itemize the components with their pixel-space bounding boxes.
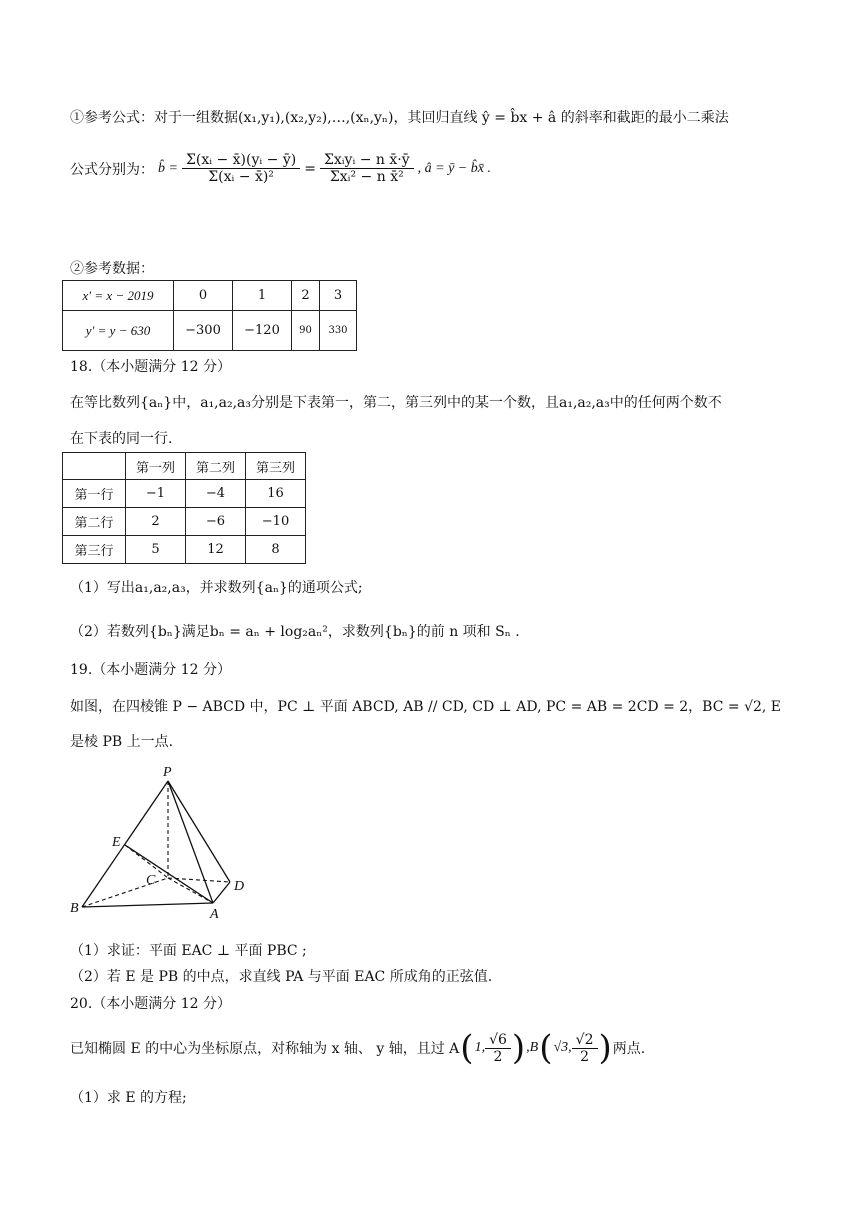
table-row	[63, 281, 357, 311]
pyramid-figure	[60, 762, 260, 922]
q19-part-2: （2）若 E 是 PB 的中点，求直线 PA 与平面 EAC 所成角的正弦值.	[70, 969, 493, 985]
table-cell: 第三列	[246, 453, 306, 480]
table-cell: 第二列	[186, 453, 246, 480]
q20-title: 20.（本小题满分 12 分）	[70, 996, 231, 1012]
table-cell: 第三行	[63, 536, 126, 564]
a-hat-formula: , â = ȳ − b̂x̄ .	[417, 160, 491, 176]
b-hat-symbol: b̂ =	[158, 160, 178, 176]
label-d: D	[234, 879, 245, 894]
table-row	[63, 311, 357, 351]
label-p: P	[163, 765, 172, 780]
table-cell	[63, 453, 126, 480]
table-cell: 第一行	[63, 480, 126, 508]
table-cell: 12	[186, 536, 246, 564]
table-header-row	[63, 453, 306, 480]
table-row	[63, 508, 306, 536]
q18-part-2: （2）若数列{bₙ}满足bₙ = aₙ + log₂aₙ²，求数列{bₙ}的前 n 项和 Sₙ .	[70, 624, 520, 640]
regression-formula	[70, 152, 491, 185]
q18-text-1: 在等比数列{aₙ}中，a₁,a₂,a₃分别是下表第一，第二，第三列中的某一个数，且a₁,a₂,a₃中的任何两个数不	[70, 395, 722, 411]
formula-prefix: 公式分别为：	[70, 161, 154, 178]
label-b: B	[70, 901, 79, 916]
label-c: C	[146, 873, 156, 888]
table-cell: x′ = x − 2019	[63, 281, 174, 311]
point-b-y	[572, 1032, 598, 1065]
edge-ad	[213, 882, 230, 903]
fraction-2-denominator: Σxᵢ² − n x̄²	[329, 169, 404, 185]
table-cell: −4	[186, 480, 246, 508]
q19-text-1: 如图，在四棱锥 P − ABCD 中，PC ⊥ 平面 ABCD, AB // CD, CD ⊥ AD, PC = AB = 2CD = 2，BC = √2, E	[70, 699, 782, 715]
table-cell: −1	[126, 480, 186, 508]
point-a-y-num: √6	[485, 1032, 511, 1049]
table-row	[63, 536, 306, 564]
point-a-y	[485, 1032, 511, 1065]
q18-part-1: （1）写出a₁,a₂,a₃，并求数列{aₙ}的通项公式;	[70, 580, 363, 596]
q19-text-2: 是棱 PB 上一点.	[70, 734, 174, 750]
table-cell: −6	[186, 508, 246, 536]
q20-text: 已知椭圆 E 的中心为坐标原点，对称轴为 x 轴、 y 轴，且过 A ( 1, $\frac{√6}{2}$ ) ,B ( √3, $\frac{√2}{2}$ ) 两点.	[70, 1028, 646, 1068]
fraction-1-denominator: Σ(xᵢ − x̄)²	[208, 169, 274, 185]
q20-text-b: ,B	[526, 1040, 539, 1055]
q20-text-c: 两点.	[612, 1041, 646, 1057]
segment-ea	[125, 845, 213, 903]
label-e: E	[112, 835, 121, 850]
edge-pa	[168, 781, 213, 903]
point-b-x: √3,	[553, 1040, 572, 1055]
ref-formula-intro: ①参考公式：对于一组数据(x₁,y₁),(x₂,y₂),…,(xₙ,yₙ)，其回归直线 ŷ = b̂x + â 的斜率和截距的最小二乘法	[70, 110, 729, 126]
q19-title: 19.（本小题满分 12 分）	[70, 662, 231, 678]
q19-part-1: （1）求证：平面 EAC ⊥ 平面 PBC ;	[70, 943, 307, 959]
point-a-x: 1,	[474, 1040, 486, 1055]
table-cell: 3	[320, 281, 357, 311]
table-cell: 0	[174, 281, 233, 311]
table-cell: 第二行	[63, 508, 126, 536]
fraction-2-numerator: Σxᵢyᵢ − n x̄·ȳ	[320, 152, 414, 169]
table-cell: 2	[126, 508, 186, 536]
table-cell: 第一列	[126, 453, 186, 480]
table-cell: 5	[126, 536, 186, 564]
q20-text-a: 已知椭圆 E 的中心为坐标原点，对称轴为 x 轴、 y 轴，且过 A	[70, 1041, 460, 1057]
edge-ba	[82, 903, 213, 907]
table-cell: y′ = y − 630	[63, 311, 174, 351]
table-cell: −300	[174, 311, 233, 351]
formula-fraction-2	[320, 152, 414, 185]
table-cell: 90	[292, 311, 320, 351]
table-cell: −120	[233, 311, 292, 351]
table-cell: 1	[233, 281, 292, 311]
table-cell: −10	[246, 508, 306, 536]
ref-data-label: ②参考数据：	[70, 261, 154, 277]
q18-text-2: 在下表的同一行.	[70, 431, 173, 447]
edge-ca	[168, 878, 213, 903]
table-cell: 330	[320, 311, 357, 351]
equals-sign: =	[304, 160, 316, 177]
q18-table	[62, 452, 306, 564]
table-row	[63, 480, 306, 508]
fraction-1-numerator: Σ(xᵢ − x̄)(yᵢ − ȳ)	[182, 152, 300, 169]
formula-fraction-1	[182, 152, 300, 185]
reference-data-table	[62, 280, 357, 351]
label-a: A	[210, 907, 219, 922]
table-cell: 8	[246, 536, 306, 564]
point-a-y-den: 2	[493, 1048, 503, 1065]
table-cell: 16	[246, 480, 306, 508]
point-b-y-num: √2	[572, 1032, 598, 1049]
table-cell: 2	[292, 281, 320, 311]
q20-part-1: （1）求 E 的方程;	[70, 1090, 187, 1106]
q18-title: 18.（本小题满分 12 分）	[70, 359, 231, 375]
point-b-y-den: 2	[580, 1048, 590, 1065]
edge-pb	[82, 781, 168, 907]
